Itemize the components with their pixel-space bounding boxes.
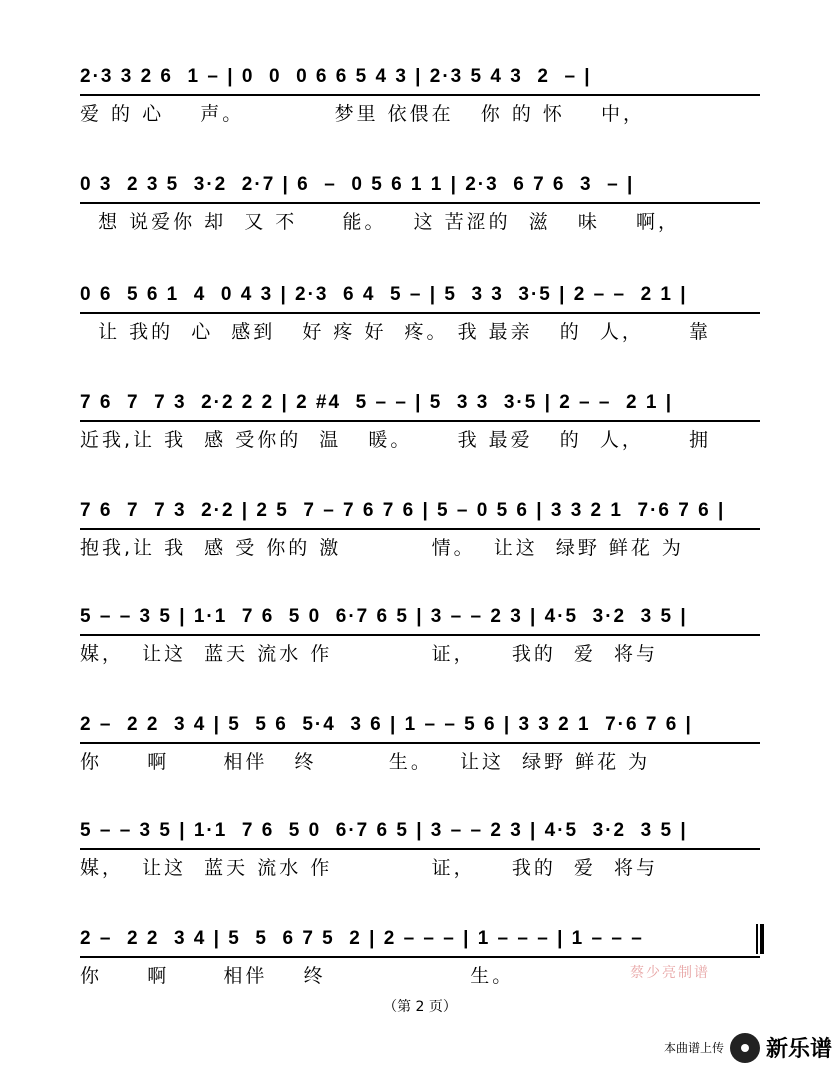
arranger-signature: 蔡少亮制谱 — [630, 965, 710, 981]
notation-line: 7 6 7 7 3 2·2 | 2 5 7 – 7 6 7 6 | 5 – 0 5 6 | 3 3 2 1 7·6 7 6 | — [80, 494, 760, 530]
lyric-line: 让 我的 心 感到 好 疼 好 疼。 我 最亲 的 人， 靠 — [80, 321, 712, 343]
lyric-line: 媒， 让这 蓝天 流水 作 证， 我的 爱 将与 — [80, 857, 658, 879]
footer-text: 本曲谱上传 — [663, 1041, 724, 1055]
lyric-line: 想 说爱你 却 又 不 能。 这 苦涩的 滋 味 啊， — [80, 211, 680, 233]
lyric-line: 媒， 让这 蓝天 流水 作 证， 我的 爱 将与 — [80, 643, 658, 665]
notation-line: 2·3 3 2 6 1 – | 0 0 0 6 6 5 4 3 | 2·3 5 4 3 2 – | — [80, 60, 760, 96]
site-logo: 新乐谱 — [765, 1037, 832, 1062]
notation-line: 5 – – 3 5 | 1·1 7 6 5 0 6·7 6 5 | 3 – – 2 3 | 4·5 3·2 3 5 | — [80, 814, 760, 850]
notation-line: 7 6 7 7 3 2·2 2 2 | 2 #4 5 – – | 5 3 3 3·5 | 2 – – 2 1 | — [80, 386, 760, 422]
lyric-line: 抱我,让 我 感 受 你的 激 情。 让这 绿野 鲜花 为 — [80, 537, 684, 559]
lyric-line: 你 啊 相伴 终 生。 让这 绿野 鲜花 为 — [80, 751, 651, 773]
record-disc-icon — [730, 1033, 760, 1063]
lyric-line: 爱 的 心 声。 梦里 依偎在 你 的 怀 中， — [80, 103, 646, 125]
notation-line: 0 6 5 6 1 4 0 4 3 | 2·3 6 4 5 – | 5 3 3 3·5 | 2 – – 2 1 | — [80, 278, 760, 314]
notation-line: 2 – 2 2 3 4 | 5 5 6 7 5 2 | 2 – – – | 1 – – – | 1 – – – — [80, 922, 760, 958]
notation-line: 0 3 2 3 5 3·2 2·7 | 6 – 0 5 6 1 1 | 2·3 6 7 6 3 – | — [80, 168, 760, 204]
notation-line: 5 – – 3 5 | 1·1 7 6 5 0 6·7 6 5 | 3 – – 2 3 | 4·5 3·2 3 5 | — [80, 600, 760, 636]
lyric-line: 你 啊 相伴 终 生。 — [80, 965, 515, 987]
lyric-line: 近我,让 我 感 受你的 温 暖。 我 最爱 的 人， 拥 — [80, 429, 712, 451]
footer-watermark — [664, 1032, 832, 1063]
final-barline — [756, 924, 764, 954]
page-number: （第 2 页） — [383, 999, 457, 1015]
notation-line: 2 – 2 2 3 4 | 5 5 6 5·4 3 6 | 1 – – 5 6 | 3 3 2 1 7·6 7 6 | — [80, 708, 760, 744]
